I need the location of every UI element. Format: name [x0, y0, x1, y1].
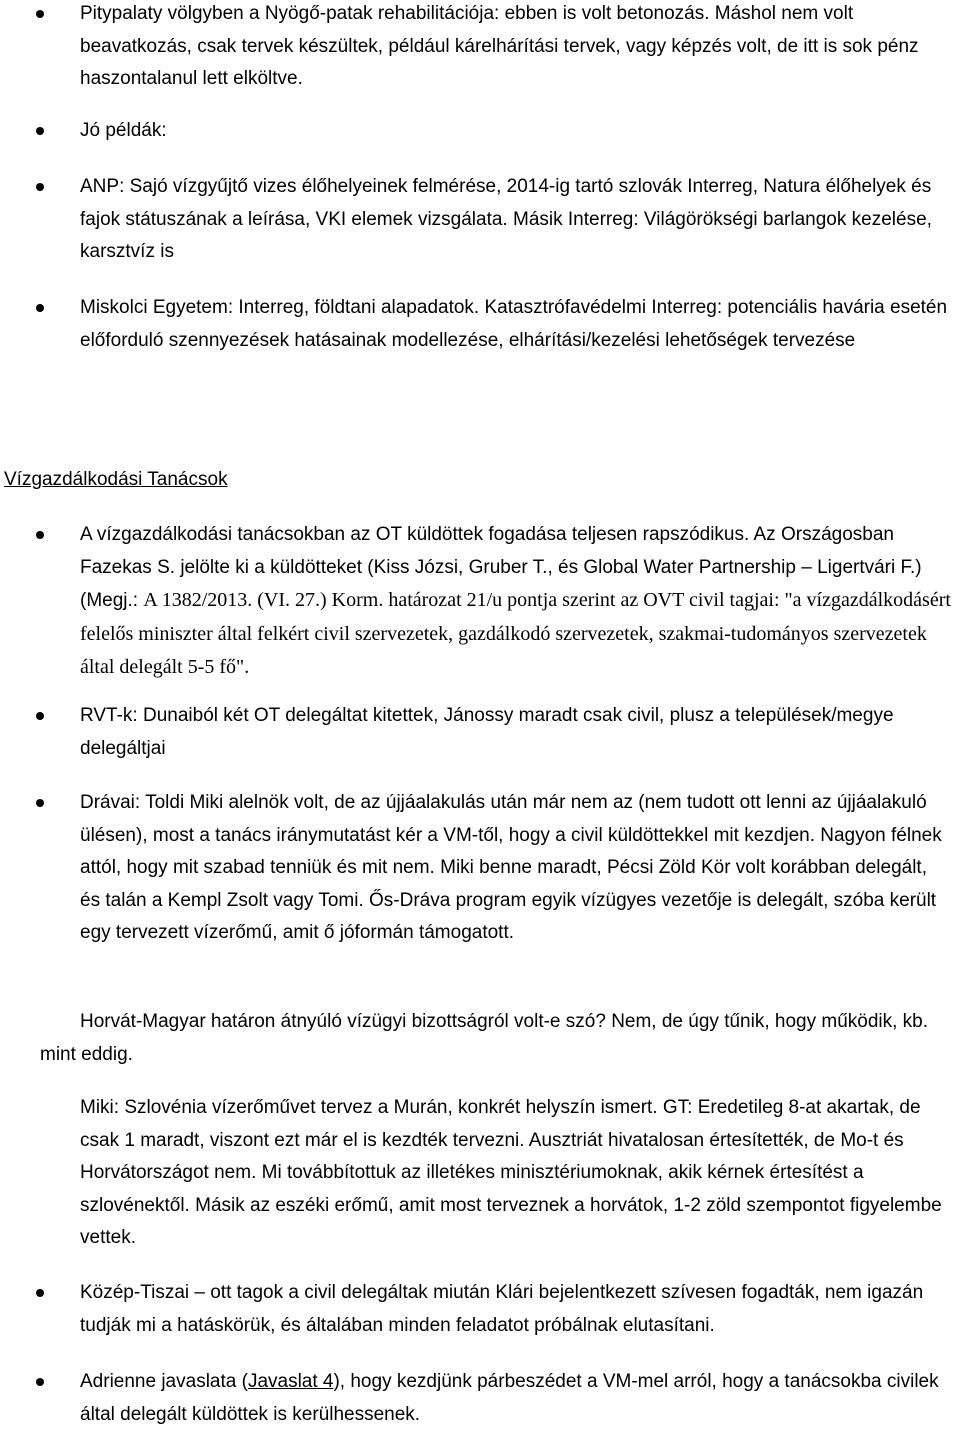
paragraph-miki-szlovenia: Miki: Szlovénia vízerőművet tervez a Murán, konkrét helyszín ismert. GT: Eredetileg 8-at akartak, de csak 1 maradt, viszont ezt már el is kezdték tervezni. Ausztriát hivatalosan értesítették, de Mo-t és Horvátországot nem. Mi továbbítottuk az illetékes minisztériumoknak, akik kérnek értesítést a szlovénektől. Másik az eszéki erőmű, amit most terveznek a horvátok, 1-2 zöld szempontot figyelembe vettek.	[80, 1097, 942, 1249]
bullet-dravai: Drávai: Toldi Miki alelnök volt, de az újjáalakulás után már nem az (nem tudott ott lenni az újjáalakuló ülésen), most a tanács iránymutatást kér a VM-től, hogy a civil küldöttekkel mit kezdjen. Nagyon félnek attól, hogy mit szabad tenniük és mit nem. Miki benne maradt, Pécsi Zöld Kör volt korábban delegált, és talán a Kempl Zsolt vagy Tomi. Ős-Dráva program egyik vízügyes vezetője is delegált, szóba került egy tervezett vízerőmű, amit ő jóformán támogatott.	[80, 787, 952, 950]
paragraph-text: A vízgazdálkodási tanácsokban az OT küldöttek fogadása teljesen rapszódikus. Az Országosban Fazekas S. jelölte ki a küldötteket (Kiss Józsi, Gruber T., és Global Water Partnership – Ligertvári F.) (Megj.:	[80, 524, 922, 612]
bullet-miskolci-egyetem: Miskolci Egyetem: Interreg, földtani alapadatok. Katasztrófavédelmi Interreg: potenciális havária esetén előforduló szennyezések hatásainak modellezése, elhárítási/kezelési lehetőségek tervezése	[80, 292, 952, 357]
bullet-vizgazdalkodasi-tanacsok	[80, 519, 952, 685]
bullet-pitypalaty: Pitypalaty völgyben a Nyögő-patak rehabilitációja: ebben is volt betonozás. Máshol nem volt beavatkozás, csak tervek készültek, például kárelhárítási tervek, vagy képzés volt, de itt is sok pénz haszontalanul lett elköltve.	[80, 0, 952, 96]
bullet-adrienne	[80, 1366, 952, 1431]
korm-hatarozat-quote: A 1382/2013. (VI. 27.) Korm. határozat 21/u pontja szerint az OVT civil tagjai: "a vízgazdálkodásért felelős miniszter által felkért civil szervezetek, gazdálkodó szervezetek, szakmai-tudományos szervezetek által delegált 5-5 fő".	[80, 589, 951, 679]
paragraph-text-pre: Adrienne javaslata (	[80, 1371, 248, 1392]
bullet-rvt-k: RVT-k: Dunaiból két OT delegáltat kitettek, Jánossy maradt csak civil, plusz a települések/megye delegáltjai	[80, 700, 952, 765]
javaslat-link[interactable]: Javaslat 4	[247, 1371, 334, 1392]
paragraph-text-post: ), hogy kezdjünk párbeszédet a VM-mel arról, hogy a tanácsokba civilek által delegált küldöttek is kerülhessenek.	[80, 1371, 939, 1425]
paragraph-horvat-magyar: Horvát-Magyar határon átnyúló vízügyi bizottságról volt-e szó? Nem, de úgy tűnik, hogy működik, kb. mint eddig.	[40, 1011, 929, 1065]
section-heading: Vízgazdálkodási Tanácsok	[4, 469, 228, 490]
bullet-kozep-tiszai: Közép-Tiszai – ott tagok a civil delegáltak miután Klári bejelentkezett szívesen fogadták, nem igazán tudják mi a hatáskörük, és általában minden feladatot próbálnak elutasítani.	[80, 1277, 952, 1342]
bullet-jo-peldak: Jó példák:	[80, 115, 952, 148]
bullet-anp: ANP: Sajó vízgyűjtő vizes élőhelyeinek felmérése, 2014-ig tartó szlovák Interreg, Natura élőhelyek és fajok státuszának a leírása, VKI elemek vizsgálata. Másik Interreg: Világörökségi barlangok kezelése, karsztvíz is	[80, 171, 952, 269]
